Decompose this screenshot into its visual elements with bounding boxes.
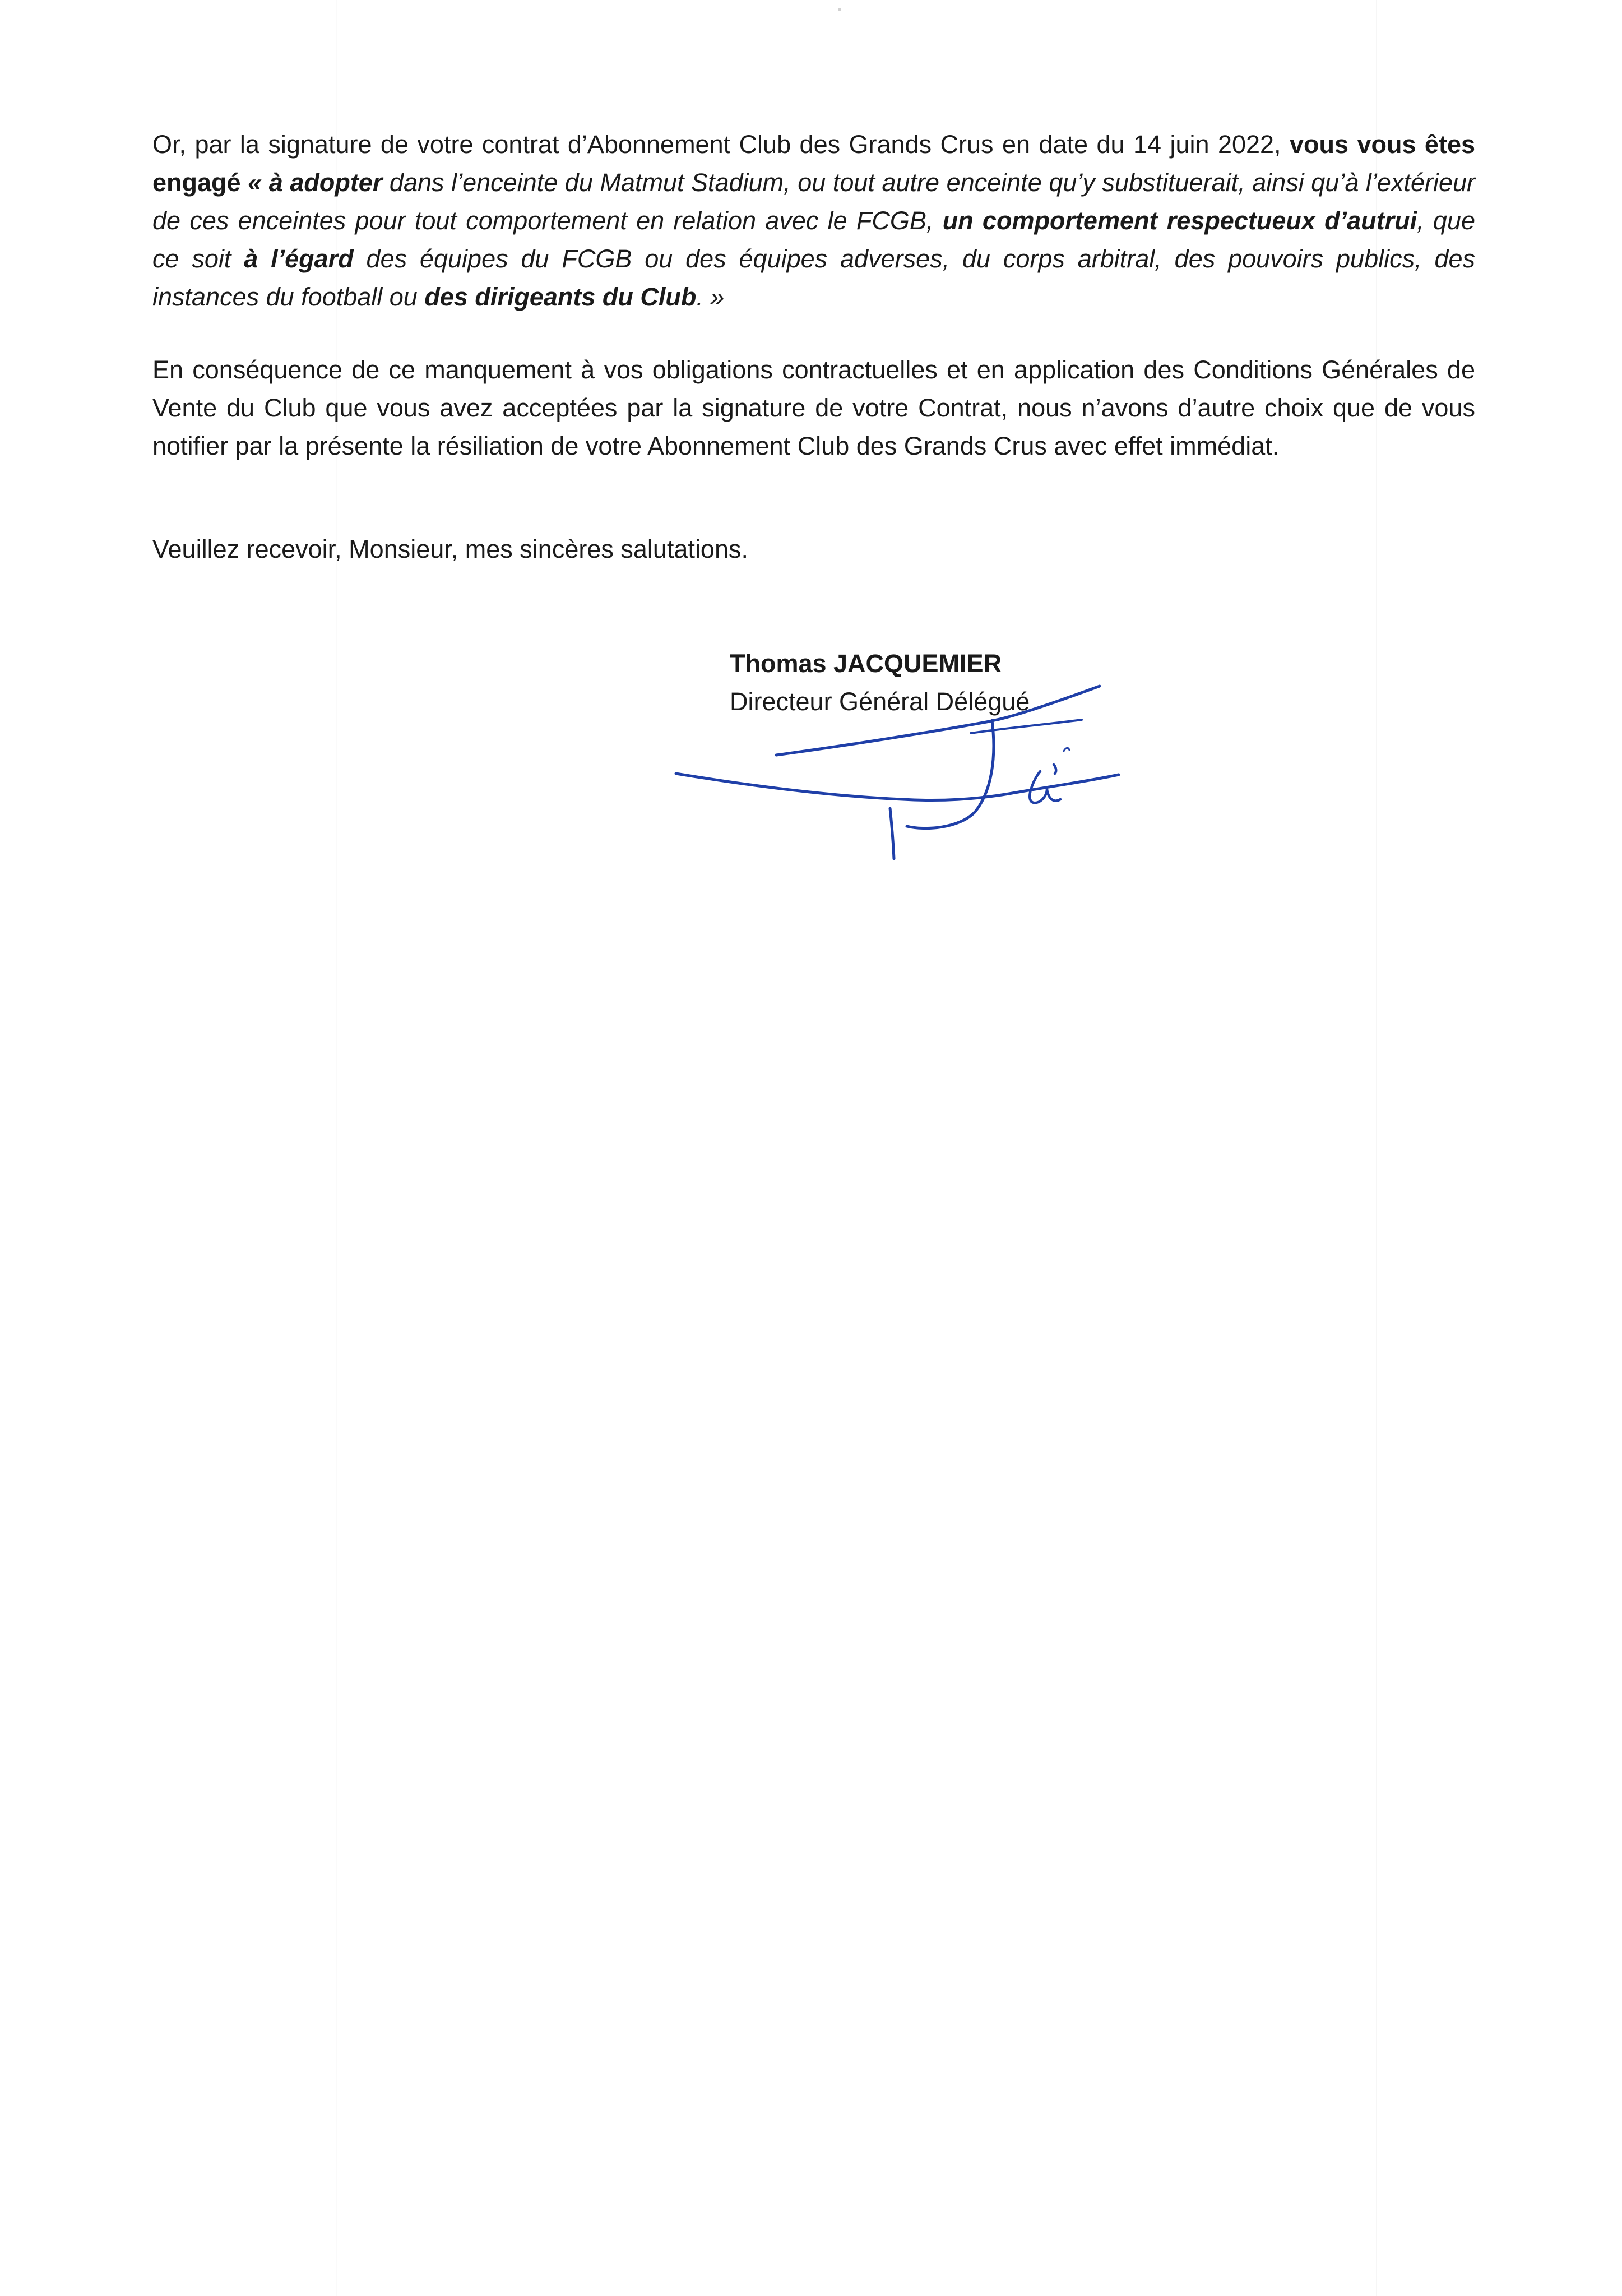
signature-stroke-long bbox=[676, 774, 1119, 800]
signatory-title: Directeur Général Délégué bbox=[730, 687, 1030, 716]
scan-edge-left bbox=[336, 0, 337, 2296]
signature-stroke-loop bbox=[907, 720, 994, 828]
p1-bold-italic-adopter: « à adopter bbox=[248, 168, 383, 197]
p1-italic-que-ce-soit: , que ce soit bbox=[152, 206, 1475, 273]
p1-text-1: Or, par la signature de votre contrat d’Abonnement Club des Grands Crus en date du 14 juin 2022, bbox=[152, 130, 1290, 159]
p1-bold-italic-dirigeants: des dirigeants du Club bbox=[424, 283, 697, 311]
paragraph-termination-notice: En conséquence de ce manquement à vos obligations contractuelles et en application des Conditions Générales de Vente du Club que vous avez acceptées par la signature de votre Contrat, nous n’avons d’autre choix que de vous notifier par la présente la résiliation de votre Abonnement Club des Grands Crus avec effet immédiat. bbox=[152, 355, 1475, 460]
scan-speck bbox=[838, 8, 841, 11]
p1-bold-italic-egard: à l’égard bbox=[244, 244, 354, 273]
scan-edge-right bbox=[1376, 0, 1377, 2296]
paragraph-closing-salutation: Veuillez recevoir, Monsieur, mes sincères salutations. bbox=[152, 535, 748, 563]
p1-italic-clause: dans l’enceinte du Matmut Stadium, ou tout autre enceinte qu’y substituerait, ainsi qu’à l’extérieur de ces enceintes pour tout comportement en relation avec le FCGB, bbox=[152, 168, 1476, 235]
handwritten-signature bbox=[661, 661, 1132, 869]
signatory-name: Thomas JACQUEMIER bbox=[730, 649, 1002, 678]
signature-stroke-tick bbox=[1064, 748, 1069, 751]
signature-stroke-drop bbox=[890, 808, 894, 859]
paragraph-contract-commitment bbox=[152, 126, 1475, 316]
signature-stroke-initial bbox=[1030, 765, 1060, 803]
p1-italic-equipes: des équipes du FCGB ou des équipes adverses, du corps arbitral, des pouvoirs publics, des instances du football ou bbox=[152, 244, 1475, 311]
signature-stroke-top bbox=[776, 686, 1100, 755]
p1-italic-end-quote: . » bbox=[696, 283, 725, 311]
p1-bold-italic-respect: un comportement respectueux d’autrui bbox=[942, 206, 1417, 235]
p1-bold-engagement: vous vous êtes engagé bbox=[152, 130, 1475, 197]
